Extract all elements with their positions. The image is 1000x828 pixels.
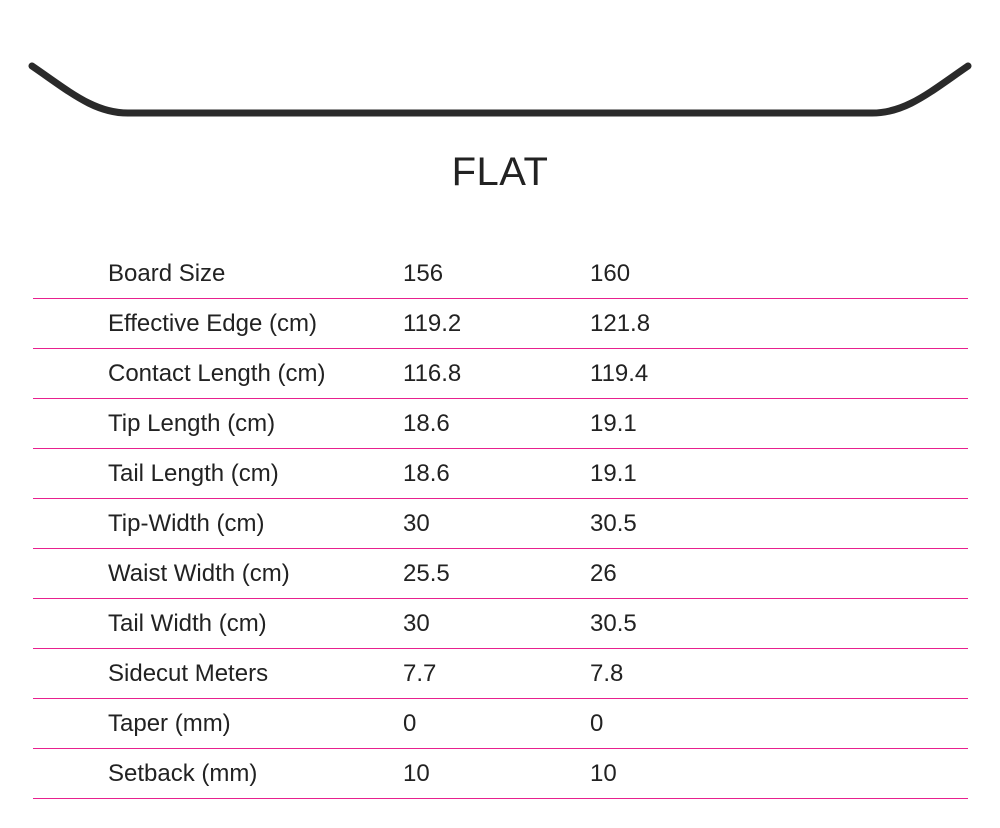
row-label: Tail Length (cm) bbox=[108, 460, 279, 487]
flat-board-profile-icon bbox=[0, 0, 1000, 140]
row-label: Effective Edge (cm) bbox=[108, 310, 317, 337]
table-row bbox=[33, 750, 968, 799]
row-value-156: 25.5 bbox=[403, 560, 450, 587]
row-value-156: 30 bbox=[403, 510, 430, 537]
row-value-156: 0 bbox=[403, 710, 417, 737]
table-row bbox=[33, 600, 968, 649]
row-value-156: 18.6 bbox=[403, 410, 450, 437]
row-value-160: 119.4 bbox=[590, 360, 649, 387]
table-row bbox=[33, 400, 968, 449]
row-value-160: 19.1 bbox=[590, 460, 637, 487]
board-profile-line bbox=[32, 66, 968, 113]
profile-title: FLAT bbox=[451, 150, 549, 194]
table-row bbox=[33, 500, 968, 549]
table-row bbox=[33, 350, 968, 399]
row-value-156: 116.8 bbox=[403, 360, 462, 387]
row-label: Sidecut Meters bbox=[108, 660, 269, 687]
row-value-160: 160 bbox=[590, 260, 631, 287]
row-label: Setback (mm) bbox=[108, 760, 258, 787]
row-value-160: 26 bbox=[590, 560, 617, 587]
table-row bbox=[33, 450, 968, 499]
table-row bbox=[33, 250, 968, 299]
row-value-160: 0 bbox=[590, 710, 604, 737]
row-value-156: 18.6 bbox=[403, 460, 450, 487]
spec-table bbox=[33, 250, 968, 799]
row-label: Taper (mm) bbox=[108, 710, 231, 737]
table-row bbox=[33, 550, 968, 599]
table-row bbox=[33, 700, 968, 749]
row-value-156: 156 bbox=[403, 260, 444, 287]
row-label: Tip-Width (cm) bbox=[108, 510, 265, 537]
row-value-156: 7.7 bbox=[403, 660, 437, 687]
row-label: Waist Width (cm) bbox=[108, 560, 290, 587]
row-value-156: 10 bbox=[403, 760, 430, 787]
row-label: Board Size bbox=[108, 260, 226, 287]
row-label: Tail Width (cm) bbox=[108, 610, 267, 637]
table-row bbox=[33, 300, 968, 349]
table-row bbox=[33, 650, 968, 699]
row-value-160: 30.5 bbox=[590, 610, 637, 637]
row-value-156: 119.2 bbox=[403, 310, 462, 337]
row-value-160: 10 bbox=[590, 760, 617, 787]
row-value-160: 7.8 bbox=[590, 660, 624, 687]
row-label: Contact Length (cm) bbox=[108, 360, 326, 387]
row-label: Tip Length (cm) bbox=[108, 410, 276, 437]
row-value-156: 30 bbox=[403, 610, 430, 637]
row-value-160: 121.8 bbox=[590, 310, 651, 337]
row-value-160: 19.1 bbox=[590, 410, 637, 437]
row-value-160: 30.5 bbox=[590, 510, 637, 537]
